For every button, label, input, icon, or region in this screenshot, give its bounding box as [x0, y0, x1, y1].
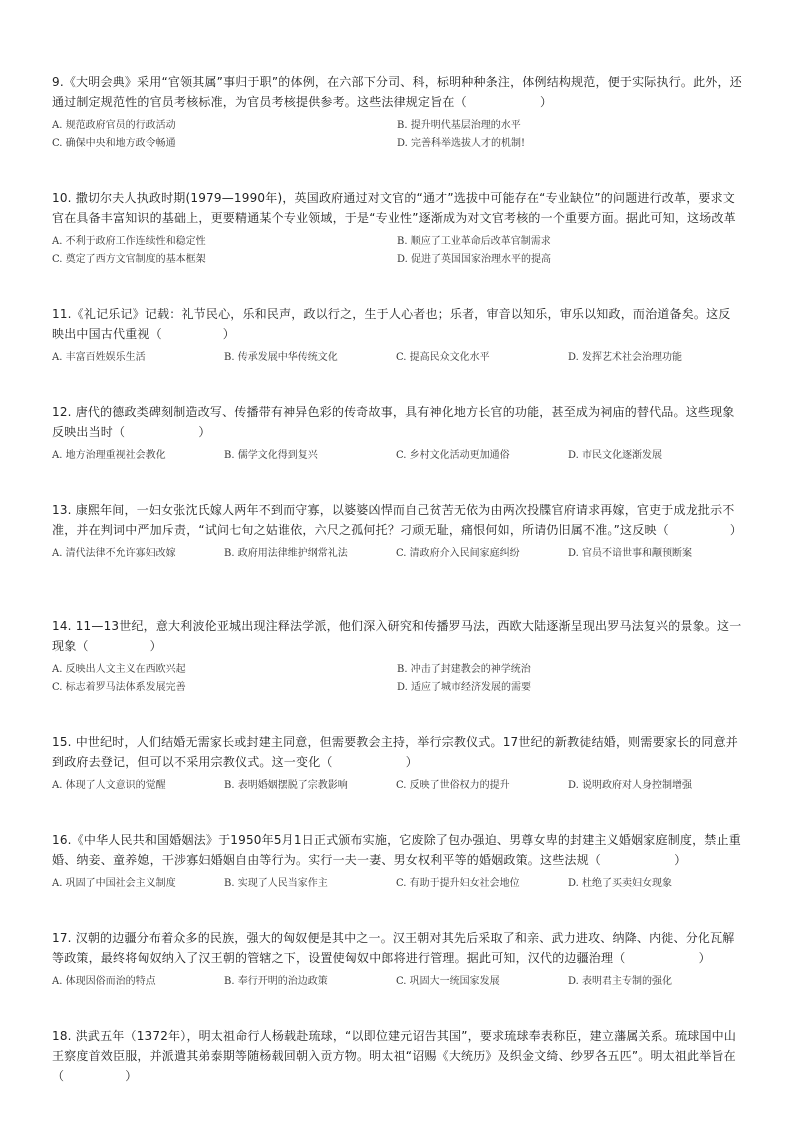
options: [52, 661, 742, 697]
option-a[interactable]: A. 巩固了中国社会主义制度: [52, 878, 176, 889]
option-c[interactable]: C. 巩固大一统国家发展: [396, 976, 500, 987]
option-a[interactable]: A. 丰富百姓娱乐生活: [52, 352, 146, 363]
question-stem: 12. 唐代的德政类碑刻制造改写、传播带有神异色彩的传奇故事，具有神化地方长官的功能，甚至成为祠庙的替代品。这些现象反映出当时（ ）: [52, 405, 735, 439]
option-b[interactable]: B. 提升明代基层治理的水平: [397, 120, 521, 131]
option-c[interactable]: C. 清政府介入民间家庭纠纷: [396, 548, 520, 559]
option-a[interactable]: A. 不利于政府工作连续性和稳定性: [52, 236, 206, 247]
options: [52, 545, 742, 563]
option-b[interactable]: B. 冲击了封建教会的神学统治: [397, 664, 531, 675]
options: [52, 447, 742, 465]
question-stem: 9.《大明会典》采用“官领其属”事归于职”的体例，在六部下分司、科，标明种种条注，体例结构规范，便于实际执行。此外，还通过制定规范性的官员考核标准，为官员考核提供参考。这些法律规定旨在（ ）: [52, 75, 742, 109]
question-stem: 16.《中华人民共和国婚姻法》于1950年5月1日正式颁布实施，它废除了包办强迫、男尊女卑的封建主义婚姻家庭制度，禁止重婚、纳妾、童养媳，干涉寡妇婚姻自由等行为。实行一夫一妻、男女权利平等的婚姻政策。这些法规（ ）: [52, 833, 741, 867]
question-stem: 15. 中世纪时，人们结婚无需家长或封建主同意，但需要教会主持，举行宗教仪式。17世纪的新教徒结婚，则需要家长的同意并到政府去登记，但可以不采用宗教仪式。这一变化（ ）: [52, 735, 738, 769]
option-a[interactable]: A. 反映出人文主义在西欧兴起: [52, 664, 186, 675]
option-c[interactable]: C. 反映了世俗权力的提升: [396, 780, 510, 791]
question-12: [52, 402, 742, 465]
option-c[interactable]: C. 确保中央和地方政令畅通: [52, 138, 176, 149]
option-d[interactable]: D. 杜绝了买卖妇女现象: [568, 878, 673, 889]
option-d[interactable]: D. 市民文化逐渐发展: [568, 450, 663, 461]
option-d[interactable]: D. 表明君主专制的强化: [568, 976, 673, 987]
option-a[interactable]: A. 地方治理重视社会教化: [52, 450, 166, 461]
option-a[interactable]: A. 清代法律不允许寡妇改嫁: [52, 548, 176, 559]
option-c[interactable]: C. 有助于提升妇女社会地位: [396, 878, 520, 889]
option-c[interactable]: C. 标志着罗马法体系发展完善: [52, 682, 186, 693]
option-d[interactable]: D. 发挥艺术社会治理功能: [568, 352, 683, 363]
options: [52, 233, 742, 269]
option-d[interactable]: D. 说明政府对人身控制增强: [568, 780, 693, 791]
option-d[interactable]: D. 官员不谙世事和颟顸断案: [568, 548, 693, 559]
option-b[interactable]: B. 奉行开明的治边政策: [224, 976, 328, 987]
question-stem: 11.《礼记乐记》记载：礼节民心，乐和民声，政以行之，生于人心者也；乐者，审音以知乐，审乐以知政，而治道备矣。这反映出中国古代重视（ ）: [52, 307, 731, 341]
question-stem: 18. 洪武五年（1372年），明太祖命行人杨载赴琉球，“以即位建元诏告其国”，要求琉球奉表称臣，建立藩属关系。琉球国中山王察度首效臣服，并派遣其弟泰期等随杨载回朝入贡方物。明太祖“诏赐《大统历》及织金文绮、纱罗各五匹”。明太祖此举旨在（ ）: [52, 1029, 737, 1083]
options: [52, 875, 742, 893]
option-c[interactable]: C. 提高民众文化水平: [396, 352, 490, 363]
option-b[interactable]: B. 顺应了工业革命后改革官制需求: [397, 236, 551, 247]
option-a[interactable]: A. 体现了人文意识的觉醒: [52, 780, 166, 791]
option-d[interactable]: D. 适应了城市经济发展的需要: [397, 682, 532, 693]
option-b[interactable]: B. 实现了人民当家作主: [224, 878, 328, 889]
option-c[interactable]: C. 乡村文化活动更加通俗: [396, 450, 510, 461]
question-18: [52, 1026, 742, 1086]
question-10: [52, 188, 742, 269]
question-16: [52, 830, 742, 893]
option-b[interactable]: B. 政府用法律维护纲常礼法: [224, 548, 348, 559]
question-stem: 17. 汉朝的边疆分布着众多的民族，强大的匈奴便是其中之一。汉王朝对其先后采取了和亲、武力进攻、纳降、内徙、分化瓦解等政策，最终将匈奴纳入了汉王朝的管辖之下，设置使匈奴中郎将进行管理。据此可知，汉代的边疆治理（ ）: [52, 931, 735, 965]
question-stem: 13. 康熙年间，一妇女张沈氏嫁人两年不到而守寡，以婆婆凶悍而自己贫苦无依为由两次投牒官府请求再嫁，官吏于成龙批示不准，并在判词中严加斥责，“试问七旬之姑谁依，六尺之孤何托？刁顽无耻，痛恨何如，所请仍旧属不准。”这反映（ ）: [52, 503, 743, 537]
question-13: [52, 500, 742, 563]
question-17: [52, 928, 742, 991]
question-9: [52, 72, 742, 153]
question-stem: 14. 11—13世纪，意大利波伦亚城出现注释法学派，他们深入研究和传播罗马法，西欧大陆逐渐呈现出罗马法复兴的景象。这一现象（ ）: [52, 619, 742, 653]
options: [52, 973, 742, 991]
question-15: [52, 732, 742, 795]
options: [52, 777, 742, 795]
options: [52, 117, 742, 153]
option-c[interactable]: C. 奠定了西方文官制度的基本框架: [52, 254, 206, 265]
question-11: [52, 304, 742, 367]
option-a[interactable]: A. 体现因俗而治的特点: [52, 976, 156, 987]
question-14: [52, 616, 742, 697]
option-b[interactable]: B. 传承发展中华传统文化: [224, 352, 338, 363]
question-stem: 10. 撒切尔夫人执政时期(1979—1990年)，英国政府通过对文官的“通才”选拔中可能存在“专业缺位”的问题进行改革，要求文官在具备丰富知识的基础上，更要精通某个专业领域，于是“专业性”逐渐成为对文官考核的一个重要方面。据此可知，这场改革: [52, 191, 736, 225]
option-b[interactable]: B. 表明婚姻摆脱了宗教影响: [224, 780, 348, 791]
option-d[interactable]: D. 促进了英国国家治理水平的提高: [397, 254, 552, 265]
option-d[interactable]: D. 完善科举选拔人才的机制!: [397, 138, 526, 149]
option-a[interactable]: A. 规范政府官员的行政活动: [52, 120, 176, 131]
option-b[interactable]: B. 儒学文化得到复兴: [224, 450, 318, 461]
options: [52, 349, 742, 367]
